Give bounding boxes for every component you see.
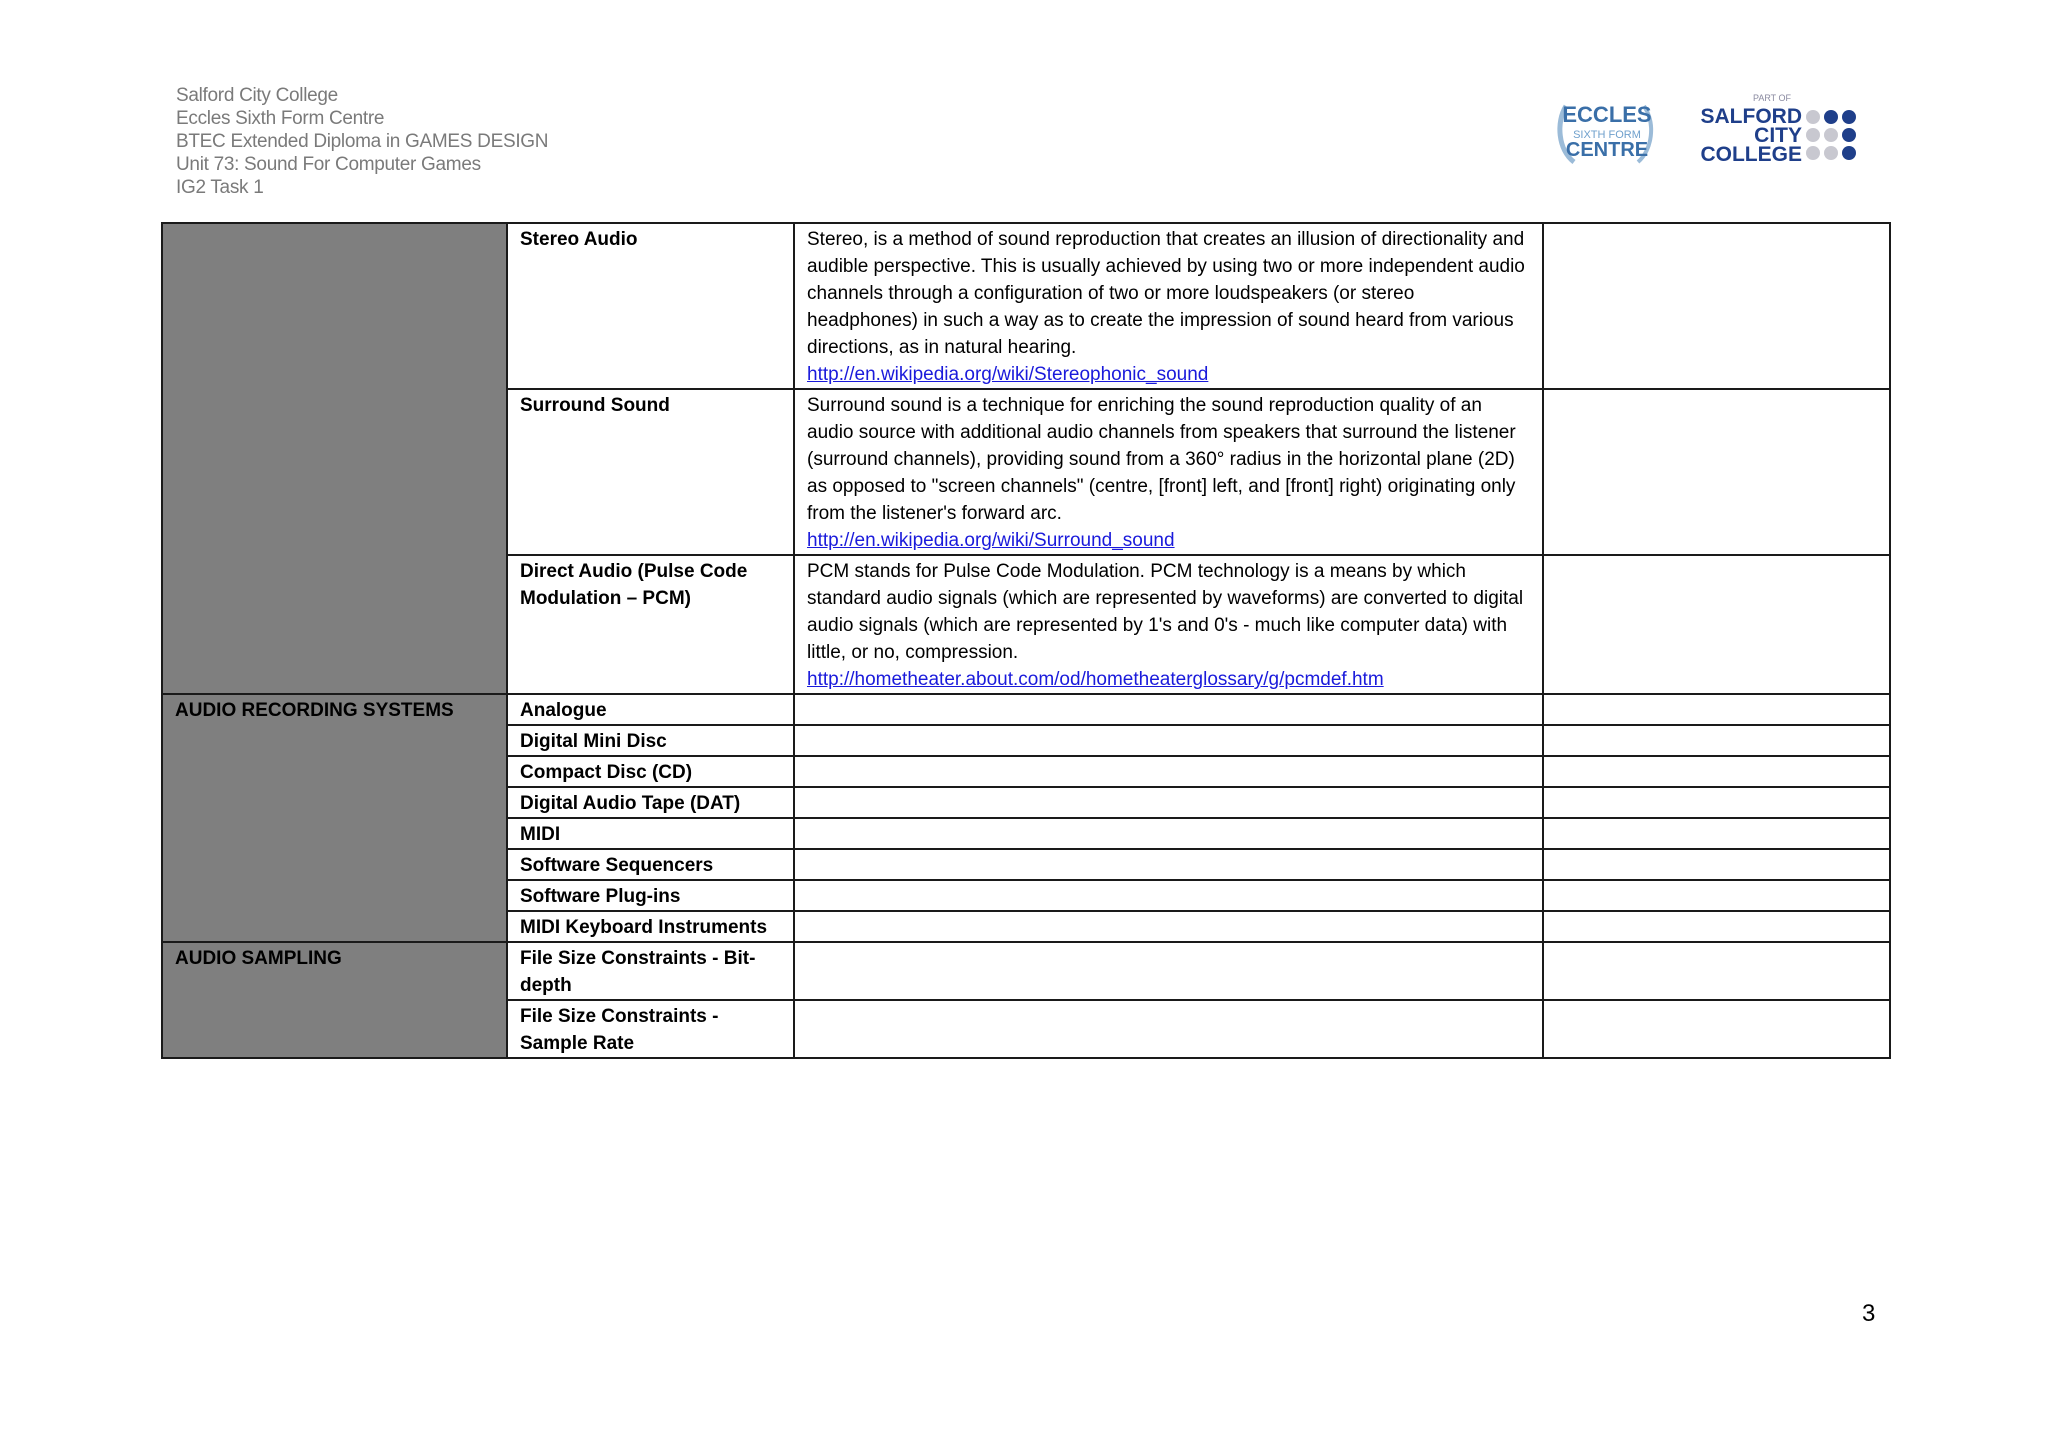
description-cell[interactable] [794,725,1543,756]
notes-cell[interactable] [1543,756,1890,787]
term-cell: File Size Constraints - Bit-depth [507,942,794,1000]
reference-link[interactable]: http://hometheater.about.com/od/hometheaterglossary/g/pcmdef.htm [807,669,1384,690]
description-cell[interactable] [794,818,1543,849]
header-task: IG2 Task 1 [176,177,264,198]
term-cell: MIDI [507,818,794,849]
description-cell [794,223,1543,389]
description-cell[interactable] [794,911,1543,942]
eccles-logo-line2: SIXTH FORM [1573,129,1641,141]
header-unit: Unit 73: Sound For Computer Games [176,154,481,175]
term-cell: Surround Sound [507,389,794,555]
description-text: Surround sound is a technique for enriching the sound reproduction quality of an audio source with additional audio channels from speakers that surround the listener (surround channels), providing sound from a 360° radius in the horizontal plane (2D) as opposed to "screen channels" (centre, [front] left, and [front] right) originating only from the listener's forward arc. [807,395,1516,524]
salford-logo-line1: SALFORD [1700,105,1802,128]
eccles-centre-logo [1552,92,1662,172]
notes-cell[interactable] [1543,911,1890,942]
term-cell: Analogue [507,694,794,725]
description-cell[interactable] [794,787,1543,818]
term-cell: MIDI Keyboard Instruments [507,911,794,942]
notes-cell[interactable] [1543,787,1890,818]
section-audio-sampling: AUDIO SAMPLING [162,942,507,1058]
term-cell: Compact Disc (CD) [507,756,794,787]
eccles-logo-line1: ECCLES [1562,102,1652,127]
term-cell: Stereo Audio [507,223,794,389]
term-cell: Software Sequencers [507,849,794,880]
description-cell[interactable] [794,849,1543,880]
table-row [162,223,1890,389]
document-header [176,84,548,199]
description-cell[interactable] [794,880,1543,911]
term-cell: Direct Audio (Pulse Code Modulation – PCM) [507,555,794,694]
description-cell[interactable] [794,756,1543,787]
section-audio-recording-systems: AUDIO RECORDING SYSTEMS [162,694,507,942]
salford-logo-line3: COLLEGE [1700,143,1802,166]
term-cell: File Size Constraints - Sample Rate [507,1000,794,1058]
salford-city-college-logo [1700,90,1870,170]
description-text: Stereo, is a method of sound reproduction that creates an illusion of directionality and audible perspective. This is usually achieved by using two or more independent audio channels through a configuration of two or more loudspeakers (or stereo headphones) in such a way as to create the impression of sound heard from various directions, as in natural hearing. [807,229,1525,358]
notes-cell[interactable] [1543,942,1890,1000]
term-cell: Digital Mini Disc [507,725,794,756]
description-cell [794,389,1543,555]
notes-cell[interactable] [1543,818,1890,849]
table-row [162,942,1890,1000]
notes-cell[interactable] [1543,389,1890,555]
salford-logo-line2: CITY [1754,124,1802,147]
eccles-logo-line3: CENTRE [1565,139,1649,161]
notes-cell[interactable] [1543,694,1890,725]
notes-cell[interactable] [1543,725,1890,756]
description-cell [794,555,1543,694]
salford-logo-tag: PART OF [1752,93,1792,103]
term-cell: Software Plug-ins [507,880,794,911]
description-cell[interactable] [794,1000,1543,1058]
notes-cell[interactable] [1543,1000,1890,1058]
section-cell-blank [162,223,507,694]
notes-cell[interactable] [1543,223,1890,389]
table-row [162,694,1890,725]
notes-cell[interactable] [1543,555,1890,694]
header-centre: Eccles Sixth Form Centre [176,108,385,129]
reference-link[interactable]: http://en.wikipedia.org/wiki/Stereophonic_sound [807,364,1209,385]
audio-terms-table [161,222,1891,1059]
header-college: Salford City College [176,85,338,106]
header-course: BTEC Extended Diploma in GAMES DESIGN [176,131,549,152]
reference-link[interactable]: http://en.wikipedia.org/wiki/Surround_sound [807,530,1175,551]
salford-logo-dots-icon [1806,110,1856,160]
notes-cell[interactable] [1543,849,1890,880]
description-text: PCM stands for Pulse Code Modulation. PCM technology is a means by which standard audio signals (which are represented by waveforms) are converted to digital audio signals (which are represented by 1's and 0's - much like computer data) with little, or no, compression. [807,561,1524,663]
notes-cell[interactable] [1543,880,1890,911]
description-cell[interactable] [794,694,1543,725]
page-number: 3 [1862,1300,1876,1327]
term-cell: Digital Audio Tape (DAT) [507,787,794,818]
description-cell[interactable] [794,942,1543,1000]
